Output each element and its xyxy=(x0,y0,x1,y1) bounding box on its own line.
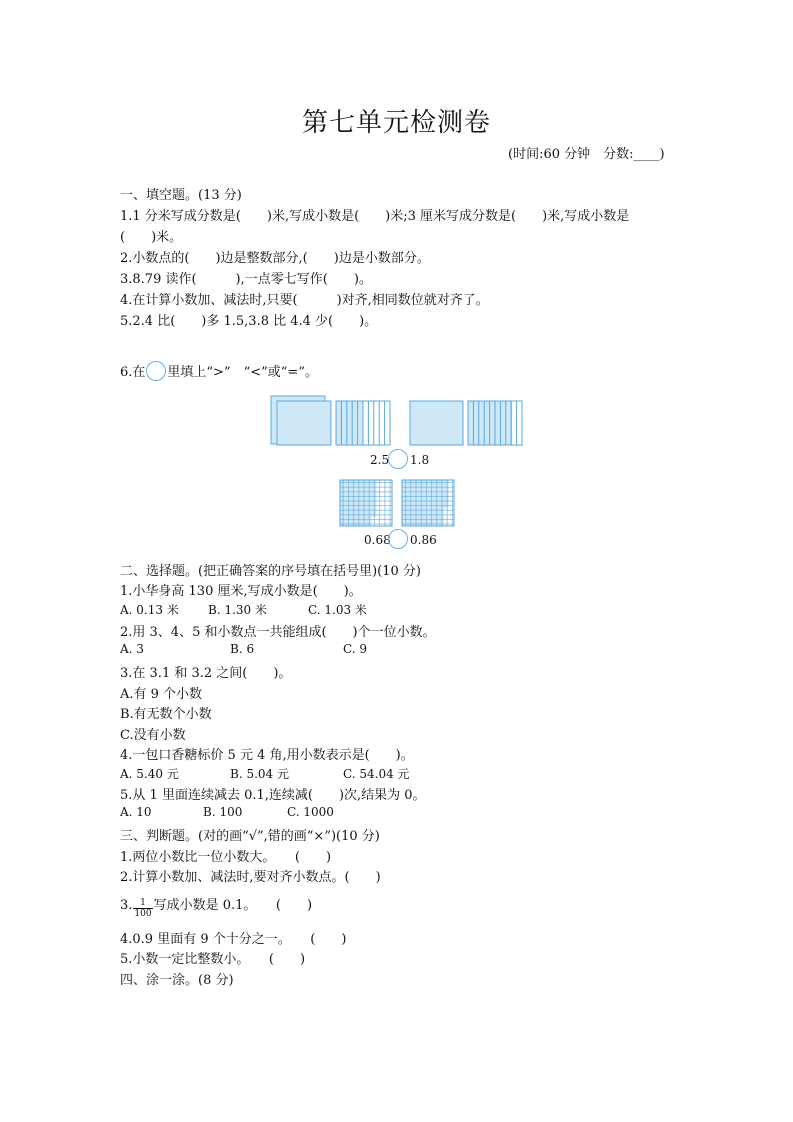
decimal-figure-top xyxy=(268,393,528,453)
s1-q1-line1: 1.1 分米写成分数是( )米,写成小数是( )米;3 厘米写成分数是( )米,写成小数是 xyxy=(120,209,630,224)
s2-q2-option-c: C. 9 xyxy=(343,642,368,656)
s2-q3: 3.在 3.1 和 3.2 之间( )。 xyxy=(120,666,292,681)
s2-q5-option-a: A. 10 xyxy=(120,805,152,819)
s3-q2: 2.计算小数加、减法时,要对齐小数点。( ) xyxy=(120,870,381,885)
s2-q3-option-c: C.没有小数 xyxy=(120,728,186,743)
s2-q2-option-a: A. 3 xyxy=(120,642,144,656)
s2-q3-option-a: A.有 9 个小数 xyxy=(120,687,203,702)
compare2-circle-icon[interactable] xyxy=(388,529,408,549)
compare-circle-icon xyxy=(146,361,166,381)
s1-q4: 4.在计算小数加、减法时,只要( )对齐,相同数位就对齐了。 xyxy=(120,293,489,308)
compare2-left-value: 0.68 xyxy=(364,533,391,547)
tenths-strip-left xyxy=(336,401,390,445)
page-title: 第七单元检测卷 xyxy=(301,108,491,138)
section3-heading: 三、判断题。(对的画“√”,错的画“×”)(10 分) xyxy=(120,829,380,844)
compare1-circle-icon[interactable] xyxy=(388,449,408,469)
time-score-info: (时间:60 分钟 分数:____) xyxy=(508,147,665,162)
unit-square-right xyxy=(410,401,463,445)
s2-q1: 1.小华身高 130 厘米,写成小数是( )。 xyxy=(120,584,362,599)
s3-q5: 5.小数一定比整数小。 ( ) xyxy=(120,952,306,967)
s2-q1-option-c: C. 1.03 米 xyxy=(308,603,367,617)
s1-q6 xyxy=(120,361,318,381)
s2-q4-option-a: A. 5.40 元 xyxy=(120,767,179,781)
fraction-denominator: 100 xyxy=(134,909,152,919)
s1-q3: 3.8.79 读作( ),一点零七写作( )。 xyxy=(120,272,372,287)
s3-q3-suffix: 写成小数是 0.1。 ( ) xyxy=(153,898,313,913)
tenths-strip-right xyxy=(468,401,522,445)
s1-q6-prefix: 6.在 xyxy=(120,365,146,380)
s1-q1-line2: ( )米。 xyxy=(120,230,183,245)
s3-q3-prefix: 3. xyxy=(120,898,133,913)
s2-q5: 5.从 1 里面连续减去 0.1,连续减( )次,结果为 0。 xyxy=(120,788,426,803)
fraction-one-hundredth xyxy=(133,898,152,919)
hundredths-grid-left xyxy=(340,480,392,526)
fraction-numerator: 1 xyxy=(133,898,152,909)
s2-q2-option-b: B. 6 xyxy=(230,642,255,656)
s2-q4-option-c: C. 54.04 元 xyxy=(343,767,410,781)
hundredths-grid-right xyxy=(402,480,454,526)
s1-q6-suffix: 里填上“>” “<”或“=”。 xyxy=(167,365,318,380)
s2-q1-option-b: B. 1.30 米 xyxy=(208,603,267,617)
s2-q4-option-b: B. 5.04 元 xyxy=(230,767,289,781)
section4-heading: 四、涂一涂。(8 分) xyxy=(120,973,234,988)
s3-q1: 1.两位小数比一位小数大。 ( ) xyxy=(120,850,332,865)
compare2-right-value: 0.86 xyxy=(410,533,437,547)
hundredths-figure xyxy=(338,478,458,528)
s2-q5-option-b: B. 100 xyxy=(203,805,243,819)
s3-q3 xyxy=(120,894,312,919)
s2-q3-option-b: B.有无数个小数 xyxy=(120,707,212,722)
section2-heading: 二、选择题。(把正确答案的序号填在括号里)(10 分) xyxy=(120,564,421,579)
s2-q4: 4.一包口香糖标价 5 元 4 角,用小数表示是( )。 xyxy=(120,748,414,763)
s2-q2: 2.用 3、4、5 和小数点一共能组成( )个一位小数。 xyxy=(120,625,436,640)
s1-q5: 5.2.4 比( )多 1.5,3.8 比 4.4 少( )。 xyxy=(120,314,378,329)
unit-square-front xyxy=(277,401,331,445)
compare1-right-value: 1.8 xyxy=(410,453,430,467)
compare1-left-value: 2.5 xyxy=(370,453,390,467)
s2-q5-option-c: C. 1000 xyxy=(287,805,334,819)
s3-q4: 4.0.9 里面有 9 个十分之一。 ( ) xyxy=(120,932,347,947)
s2-q1-option-a: A. 0.13 米 xyxy=(120,603,179,617)
section1-heading: 一、填空题。(13 分) xyxy=(120,188,242,203)
s1-q2: 2.小数点的( )边是整数部分,( )边是小数部分。 xyxy=(120,251,430,266)
